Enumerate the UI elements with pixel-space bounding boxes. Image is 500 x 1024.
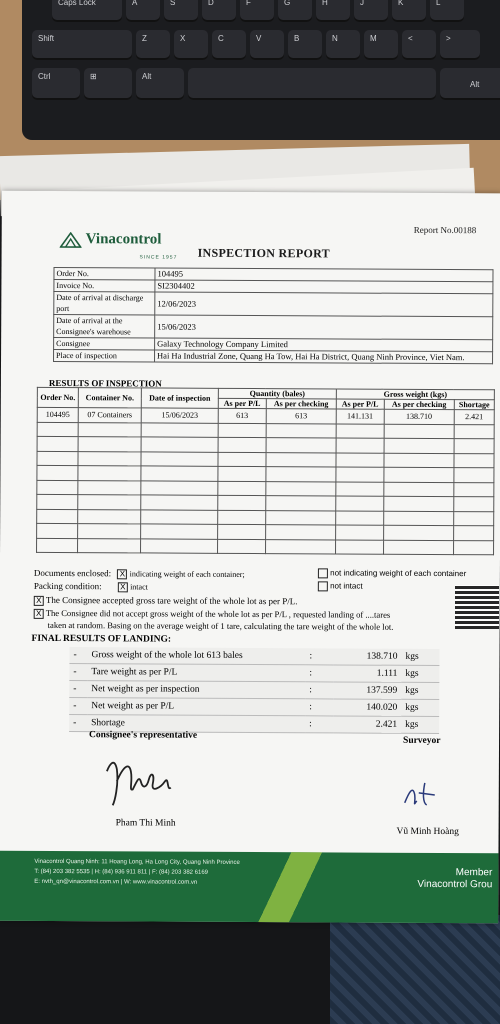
key-label: J xyxy=(360,0,364,7)
company-name: Vinacontrol xyxy=(85,231,162,248)
key-s xyxy=(164,0,198,22)
statement-rejected-text: The Consignee did not accept gross weight of the whole lot as per P/L , requested landing of ....tares xyxy=(45,607,391,620)
key-alt-right xyxy=(440,68,500,100)
key-shift xyxy=(32,30,132,60)
info-row xyxy=(54,349,493,363)
company-footer xyxy=(0,851,498,924)
footer-phone: T: (84) 203 382 5535 | H: (84) 936 911 811 | F: (84) 203 382 6169 xyxy=(34,868,209,876)
final-value: 138.710 xyxy=(333,648,401,665)
documents-unchecked-checkbox[interactable] xyxy=(318,568,328,578)
keyboard xyxy=(22,0,500,140)
key-label: H xyxy=(322,0,328,7)
final-unit: kgs xyxy=(401,699,439,716)
documents-checked-label: indicating weight of each container; xyxy=(129,569,245,579)
statement-accepted-checkbox[interactable]: X xyxy=(34,596,44,606)
key-label: F xyxy=(246,0,251,7)
surveyor-name: Vũ Minh Hoàng xyxy=(396,826,459,838)
final-unit: kgs xyxy=(401,665,439,682)
table-row-empty xyxy=(37,538,494,555)
key-label: G xyxy=(284,0,291,7)
key-b xyxy=(288,30,322,60)
consignee-signature-icon xyxy=(103,751,183,809)
cell-date: 15/06/2023 xyxy=(141,408,218,423)
packing-not-intact-label: not intact xyxy=(330,581,363,591)
member-group-text xyxy=(417,867,492,891)
info-label: Place of inspection xyxy=(54,349,155,362)
key-space xyxy=(188,68,436,100)
cell-weight-checking: 138.710 xyxy=(384,409,454,424)
key-label: K xyxy=(398,0,404,7)
key-caps-lock xyxy=(52,0,122,22)
key-label: C xyxy=(218,34,224,43)
results-title: RESULTS OF INSPECTION xyxy=(48,377,162,389)
cell-qty-pl: 613 xyxy=(218,408,266,423)
info-label: Date of arrival at discharge port xyxy=(54,291,155,315)
final-unit: kgs xyxy=(401,649,439,666)
final-row: - Net weight as per P/L : 140.020 kgs xyxy=(69,698,439,717)
consignee-representative-label: Consignee's representative xyxy=(89,730,198,741)
key-label: Caps Lock xyxy=(58,0,96,7)
key-label: Alt xyxy=(142,72,152,81)
info-label: Invoice No. xyxy=(54,279,155,292)
final-value: 137.599 xyxy=(333,682,401,699)
key-h xyxy=(316,0,350,22)
key-l xyxy=(430,0,464,22)
member-group-name: Vinacontrol Grou xyxy=(417,878,493,891)
info-label: Order No. xyxy=(54,267,155,280)
final-label: Net weight as per P/L xyxy=(87,698,305,716)
key-label: M xyxy=(370,34,377,43)
key-label: L xyxy=(436,0,441,7)
consignee-name: Pham Thi Minh xyxy=(115,818,176,829)
key-label: S xyxy=(170,0,176,7)
final-results-table xyxy=(69,647,439,734)
cell-shortage: 2.421 xyxy=(454,410,494,425)
final-unit: kgs xyxy=(401,716,439,733)
key-z xyxy=(136,30,170,60)
final-results-title: FINAL RESULTS OF LANDING: xyxy=(31,633,172,645)
final-row: - Net weight as per inspection : 137.599 kgs xyxy=(69,681,439,700)
statement-rejected-text-cont: taken at random. Basing on the average weight of 1 tare, calculating the tare weight of the whole lot. xyxy=(47,619,394,632)
packing-label: Packing condition: xyxy=(33,580,102,592)
key-a xyxy=(126,0,160,22)
member-label: Member xyxy=(455,867,493,879)
final-label: Tare weight as per P/L xyxy=(87,664,305,682)
packing-not-intact-row xyxy=(318,580,363,591)
company-logo xyxy=(60,231,162,249)
qr-code-icon xyxy=(455,585,499,629)
group-quantity: Quantity (bales) xyxy=(218,388,336,399)
statement-accepted-text: The Consignee accepted gross tare weight of the whole lot as per P/L. xyxy=(45,594,298,607)
col-order-no: Order No. xyxy=(37,387,78,407)
final-row: - Tare weight as per P/L : 1.111 kgs xyxy=(69,664,439,683)
key-ctrl xyxy=(32,68,80,100)
cell-weight-pl: 141.131 xyxy=(336,409,384,424)
report-number: Report No.00188 xyxy=(413,224,477,236)
group-gross-weight: Gross weight (kgs) xyxy=(336,389,494,400)
company-since: SINCE 1957 xyxy=(139,254,178,261)
col-shortage: Shortage xyxy=(454,400,494,410)
results-header-row xyxy=(37,387,494,399)
documents-checked-checkbox[interactable]: X xyxy=(117,569,127,579)
surveyor-signature-icon xyxy=(399,773,449,813)
key-label: Alt xyxy=(470,80,480,89)
key-k xyxy=(392,0,426,22)
info-label: Date of arrival at the Consignee's warehouse xyxy=(54,314,155,338)
final-label: Net weight as per inspection xyxy=(87,681,305,699)
col-container-no: Container No. xyxy=(78,388,141,408)
inspection-report-document xyxy=(0,191,500,924)
info-row xyxy=(54,314,493,339)
key-v xyxy=(250,30,284,60)
key-period xyxy=(440,30,480,60)
info-value: Hai Ha Industrial Zone, Quang Ha Tow, Hai Ha District, Quang Ninh Province, Viet Nam. xyxy=(155,350,493,364)
cell-container-no: 07 Containers xyxy=(78,408,141,423)
col-weight-pl: As per P/L xyxy=(336,399,384,409)
key-c xyxy=(212,30,246,60)
results-table xyxy=(36,387,495,555)
key-comma xyxy=(402,30,436,60)
key-f xyxy=(240,0,274,22)
final-unit: kgs xyxy=(401,682,439,699)
key-label: N xyxy=(332,34,338,43)
surveyor-label: Surveyor xyxy=(403,735,441,746)
cell-order-no: 104495 xyxy=(37,407,78,422)
info-label: Consignee xyxy=(54,337,155,350)
final-value: 2.421 xyxy=(333,716,401,733)
info-value: 104495 xyxy=(155,268,493,282)
key-label: D xyxy=(208,0,214,7)
packing-intact-label: intact xyxy=(130,582,148,592)
col-date-inspection: Date of inspection xyxy=(141,388,218,408)
documents-label: Documents enclosed: xyxy=(33,567,112,579)
info-value: SI2304402 xyxy=(155,280,493,294)
key-label: X xyxy=(180,34,186,43)
key-d xyxy=(202,0,236,22)
footer-accent-stripe xyxy=(248,852,338,922)
patterned-fabric xyxy=(330,915,500,1024)
final-label: Shortage xyxy=(87,715,305,733)
info-value: Galaxy Technology Company Limited xyxy=(155,338,493,352)
key-label: B xyxy=(294,34,300,43)
order-info-table xyxy=(53,267,493,364)
statement-rejected-checkbox[interactable]: X xyxy=(34,609,44,619)
col-qty-pl: As per P/L xyxy=(218,398,266,408)
packing-intact-checkbox[interactable]: X xyxy=(118,582,128,592)
col-weight-checking: As per checking xyxy=(384,399,454,409)
documents-unchecked-row xyxy=(318,567,466,579)
key-label: Shift xyxy=(38,34,55,43)
final-row: - Gross weight of the whole lot 613 bales : 138.710 kgs xyxy=(69,647,439,665)
key-label: A xyxy=(132,0,138,7)
final-label: Gross weight of the whole lot 613 bales xyxy=(87,647,305,665)
final-row: - Shortage : 2.421 kgs xyxy=(69,715,439,734)
cell-qty-checking: 613 xyxy=(266,409,336,424)
key-g xyxy=(278,0,312,22)
documents-enclosed-row xyxy=(34,568,245,580)
report-title: INSPECTION REPORT xyxy=(197,245,331,261)
key-label: Z xyxy=(142,34,147,43)
key-label: < xyxy=(408,34,413,43)
key-label: V xyxy=(256,34,262,43)
packing-condition-row xyxy=(34,581,148,593)
windows-icon: ⊞ xyxy=(90,72,97,81)
col-qty-checking: As per checking xyxy=(266,399,336,409)
statement-accepted-row xyxy=(34,595,298,607)
packing-not-intact-checkbox[interactable] xyxy=(318,581,328,591)
documents-unchecked-label: not indicating weight of each container xyxy=(330,568,467,579)
info-value: 12/06/2023 xyxy=(155,292,493,317)
footer-address: Vinacontrol Quang Ninh: 11 Hoang Long, Ha Long City, Quang Ninh Province xyxy=(34,858,240,866)
info-row xyxy=(54,291,493,316)
statement-rejected-row xyxy=(34,608,391,621)
key-windows xyxy=(84,68,132,100)
vinacontrol-logo-icon xyxy=(60,231,82,247)
key-alt-left xyxy=(136,68,184,100)
key-label: Ctrl xyxy=(38,72,51,81)
final-value: 140.020 xyxy=(333,699,401,716)
final-value: 1.111 xyxy=(333,665,401,682)
key-j xyxy=(354,0,388,22)
key-n xyxy=(326,30,360,60)
key-m xyxy=(364,30,398,60)
info-value: 15/06/2023 xyxy=(155,315,493,340)
key-x xyxy=(174,30,208,60)
key-label: > xyxy=(446,34,451,43)
footer-email-web: E: nvth_qn@vinacontrol.com.vn | W: www.vinacontrol.com.vn xyxy=(34,878,198,886)
